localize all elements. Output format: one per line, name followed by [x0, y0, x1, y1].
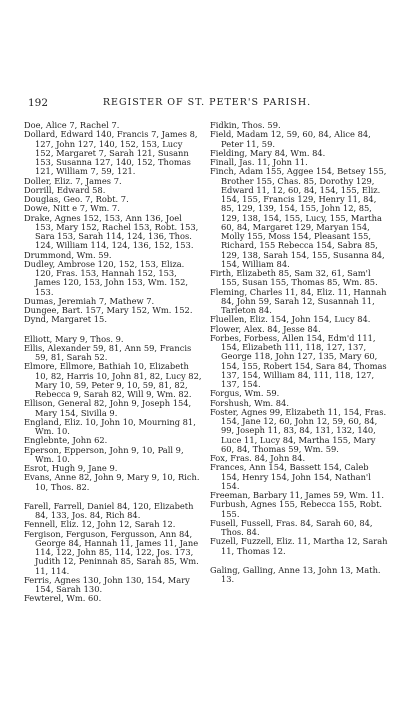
index-entry: Dudley, Ambrose 120, 152, 153, Eliza. 120, Fras. 153, Hannah 152, 153, James 120, 153, John 153, Wm. 152, 153.: [24, 258, 189, 297]
index-entry: Fielding, Mary 84, Wm. 84.: [210, 147, 326, 158]
index-entry: Dollard, Edward 140, Francis 7, James 8, 127, John 127, 140, 152, 153, Lucy 152, Margaret 7, Sarah 121, Susann 153, Susanna 127, 140, 152, Thomas 121, William 7, 59, 121.: [24, 129, 198, 177]
index-entry: Forshush, Wm. 84.: [210, 397, 289, 408]
index-entry: Flower, Alex. 84, Jesse 84.: [210, 323, 321, 334]
index-entry: Fleming, Charles 11, 84, Eliz. 11, Hannah 84, John 59, Sarah 12, Susannah 11, Tarleton 84.: [210, 286, 387, 315]
index-entry: Forgus, Wm. 59.: [210, 388, 280, 399]
index-entry: Dumas, Jeremiah 7, Mathew 7.: [24, 295, 155, 306]
index-entry: Finall, Jas. 11, John 11.: [210, 157, 308, 167]
index-entry: Doe, Alice 7, Rachel 7.: [24, 120, 120, 130]
index-entry: Englebnte, John 62.: [24, 435, 108, 446]
index-entry: Drummond, Wm. 59.: [24, 249, 112, 260]
index-entry: Dungee, Bart. 157, Mary 152, Wm. 152.: [24, 305, 193, 315]
index-entry: Forbes, Forbess, Allen 154, Edm'd 111, 154, Elizabeth 111, 118, 127, 137, George 118, John 127, 135, Mary 60, 154, 155, Robert 154, Sara 84, Thomas 137, 154, William 84, 111, 118, 127, 137, 154.: [210, 332, 387, 389]
page-number: 192: [28, 97, 49, 109]
section-gap: [24, 325, 202, 335]
index-entry: Eperson, Epperson, John 9, 10, Pall 9, Wm. 10.: [24, 444, 184, 464]
index-entry: Esrot, Hugh 9, Jane 9.: [24, 463, 118, 473]
index-entry: Firth, Elizabeth 85, Sam 32, 61, Sam'l 155, Susan 155, Thomas 85, Wm. 85.: [210, 268, 378, 288]
index-entry: Douglas, Geo. 7, Robt. 7.: [24, 194, 129, 204]
page-header: [28, 97, 386, 109]
index-entry: Dowe, Nitt e 7, Wm. 7.: [24, 203, 120, 214]
index-entry: Fox, Fras. 84, John 84.: [210, 453, 306, 463]
index-entry: Ellison, General 82, John 9, Joseph 154, Mary 154, Sivilla 9.: [24, 398, 192, 418]
index-entry: Elliott, Mary 9, Thos. 9.: [24, 333, 124, 344]
index-column-left: [24, 121, 202, 604]
index-entry: Drake, Agnes 152, 153, Ann 136, Joel 153, Mary 152, Rachel 153, Robt. 153, Sara 153, Sarah 114, 124, 136, Thos. 124, William 114, 124, 136, 152, 153.: [24, 212, 199, 251]
index-entry: Farell, Farrell, Daniel 84, 120, Elizabeth 84, 133, Jos. 84, Rich 84.: [24, 500, 194, 520]
index-entry: Finch, Adam 155, Aggee 154, Betsey 155, Brother 155, Chas. 85, Dorothy 129, Edward 11, 12, 60, 84, 154, 155, Eliz. 154, 155, Francis 129, Henry 11, 84, 85, 129, 139, 154, 155, John 12, 85, 129, 138, 154, 155, Lucy, 155, Martha 60, 84, Margaret 129, Maryan 154, Molly 155, Moss 154, Pleasant 155, Richard, 155 Rebecca 154, Sabra 85, 129, 138, Sarah 154, 155, Susanna 84, 154, William 84.: [210, 166, 387, 269]
index-entry: Frances, Ann 154, Bassett 154, Caleb 154, Henry 154, John 154, Nathan'l 154.: [210, 462, 371, 491]
index-entry: Fuzell, Fuzzell, Eliz. 11, Martha 12, Sarah 11, Thomas 12.: [210, 536, 388, 556]
index-entry: Furbush, Agnes 155, Rebecca 155, Robt. 155.: [210, 499, 383, 519]
index-entry: Fergison, Ferguson, Fergusson, Ann 84, George 84, Hannah 11, James 11, Jane 114, 122, John 85, 114, 122, Jos. 173, Judith 12, Peninnah 85, Sarah 85, Wm. 11, 114.: [24, 528, 199, 576]
index-column-right: [210, 121, 388, 584]
index-entry: Fusell, Fussell, Fras. 84, Sarah 60, 84, Thos. 84.: [210, 517, 373, 537]
index-entry: Dorrill, Edward 58.: [24, 184, 106, 195]
running-title: REGISTER OF ST. PETER'S PARISH.: [102, 97, 312, 108]
index-entry: Evans, Anne 82, John 9, Mary 9, 10, Rich. 10, Thos. 82.: [24, 472, 200, 492]
index-entry: Doller, Eliz. 7, James 7.: [24, 175, 122, 186]
index-entry: Ellis, Alexander 59, 81, Ann 59, Francis 59, 81, Sarah 52.: [24, 342, 192, 362]
index-entry: Fluellen, Eliz. 154, John 154, Lucy 84.: [210, 314, 371, 325]
index-entry: Elmore, Ellmore, Bathiah 10, Elizabeth 10, 82, Harris 10, John 81, 82, Lucy 82, Mary 10, 59, Peter 9, 10, 59, 81, 82, Rebecca 9, Sarah 82, Will 9, Wm. 82.: [24, 361, 202, 399]
index-entry: Foster, Agnes 99, Elizabeth 11, 154, Fras. 154, Jane 12, 60, John 12, 59, 60, 84, 99, Joseph 11, 83, 84, 131, 132, 140, Luce 11, Lucy 84, Martha 155, Mary 60, 84, Thomas 59, Wm. 59.: [210, 406, 387, 454]
index-entry: England, Eliz. 10, John 10, Mourning 81, Wm. 10.: [24, 416, 196, 436]
index-entry: Ferris, Agnes 130, John 130, 154, Mary 154, Sarah 130.: [24, 574, 190, 594]
index-entry: Dynd, Margaret 15.: [24, 314, 107, 325]
index-entry: Galing, Galling, Anne 13, John 13, Math. 13.: [210, 564, 381, 584]
index-entry: Fidkin, Thos. 59.: [210, 120, 281, 130]
index-entry: Fennell, Eliz. 12, John 12, Sarah 12.: [24, 519, 176, 530]
index-entry: Fewterel, Wm. 60.: [24, 593, 102, 604]
index-entry: Freeman, Barbary 11, James 59, Wm. 11.: [210, 490, 385, 500]
index-entry: Field, Madam 12, 59, 60, 84, Alice 84, Peter 11, 59.: [210, 129, 371, 149]
